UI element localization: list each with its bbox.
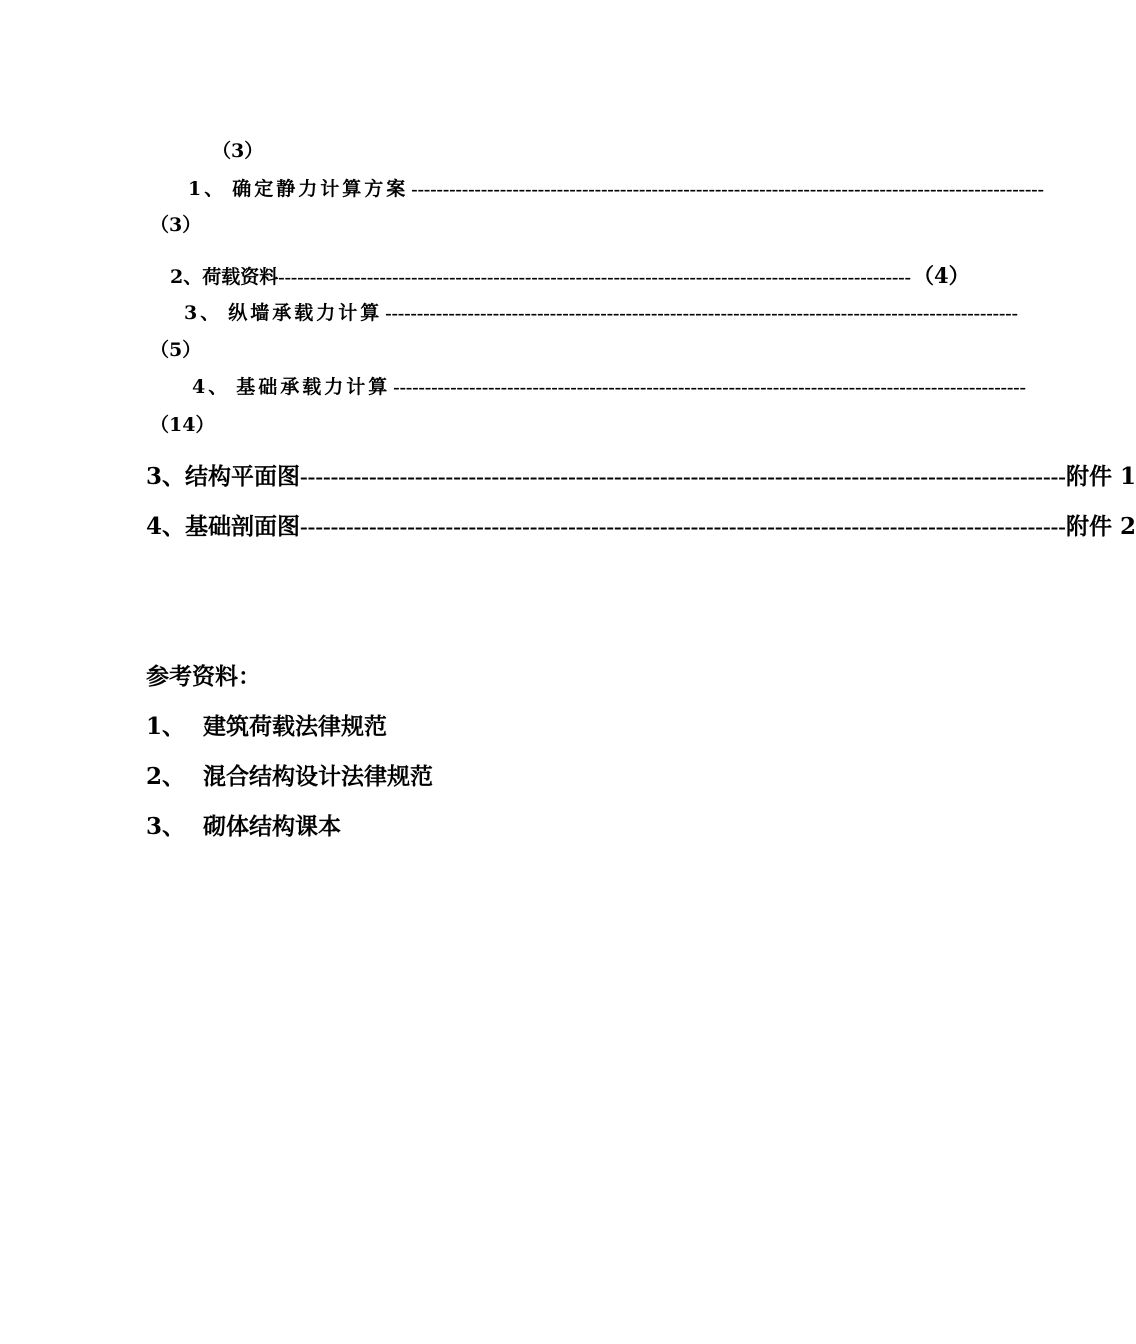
- toc-item-number: 3、: [184, 302, 223, 324]
- toc-leader-dashes: ----------------------------------------------------------------------------------------------------: [411, 179, 1044, 200]
- toc-item-1: [188, 174, 1044, 201]
- toc-page-number: （14）: [150, 414, 215, 436]
- toc-item-3: [184, 298, 1018, 325]
- toc-item-label: 基础剖面图: [185, 513, 301, 540]
- reference-number: 3、: [146, 813, 186, 840]
- references-heading: [146, 658, 261, 691]
- toc-item-label: 结构平面图: [185, 463, 301, 490]
- toc-item-label: 确定静力计算方案: [232, 178, 409, 200]
- reference-item-3: [146, 808, 341, 841]
- toc-item-label: 基础承载力计算: [236, 376, 391, 398]
- toc-leader-dashes: ----------------------------------------------------------------------------------------------------: [278, 267, 911, 288]
- toc-item-2: [170, 260, 970, 290]
- toc-page-number: （3）: [212, 140, 264, 162]
- reference-item-1: [146, 708, 387, 741]
- toc-item-4-page-row: [150, 410, 214, 437]
- toc-item-4: [192, 372, 1026, 399]
- toc-main-item-3: [146, 458, 1136, 491]
- reference-number: 2、: [146, 763, 186, 790]
- toc-leader-dashes: ----------------------------------------------------------------------------------------------------: [300, 464, 1066, 489]
- toc-item-label: 荷载资料: [202, 266, 279, 288]
- toc-item-number: 3、: [146, 463, 186, 490]
- reference-number: 1、: [146, 713, 186, 740]
- toc-top-page: [212, 136, 263, 163]
- toc-page-number: （5）: [150, 339, 202, 361]
- toc-item-number: 4、: [192, 376, 231, 398]
- toc-item-label: 纵墙承载力计算: [228, 302, 383, 324]
- reference-item-2: [146, 758, 433, 791]
- toc-page-number: 附件 1: [1065, 463, 1136, 490]
- toc-item-3-page-row: [150, 335, 201, 362]
- toc-item-1-page-row: [150, 210, 201, 237]
- toc-item-number: 1、: [188, 178, 227, 200]
- toc-leader-dashes: ----------------------------------------------------------------------------------------------------: [300, 514, 1066, 539]
- reference-label: 建筑荷载法律规范: [203, 713, 387, 740]
- reference-label: 混合结构设计法律规范: [203, 763, 433, 790]
- toc-page-number: （3）: [150, 214, 202, 236]
- reference-label: 砌体结构课本: [203, 813, 341, 840]
- toc-main-item-4: [146, 508, 1136, 541]
- toc-item-number: 4、: [146, 513, 186, 540]
- toc-item-number: 2、: [170, 266, 203, 288]
- toc-leader-dashes: ----------------------------------------------------------------------------------------------------: [393, 377, 1026, 398]
- toc-page-number: （4）: [912, 263, 970, 288]
- toc-page-number: 附件 2: [1065, 513, 1136, 540]
- references-heading-text: 参考资料：: [146, 663, 261, 690]
- toc-leader-dashes: ----------------------------------------------------------------------------------------------------: [385, 303, 1018, 324]
